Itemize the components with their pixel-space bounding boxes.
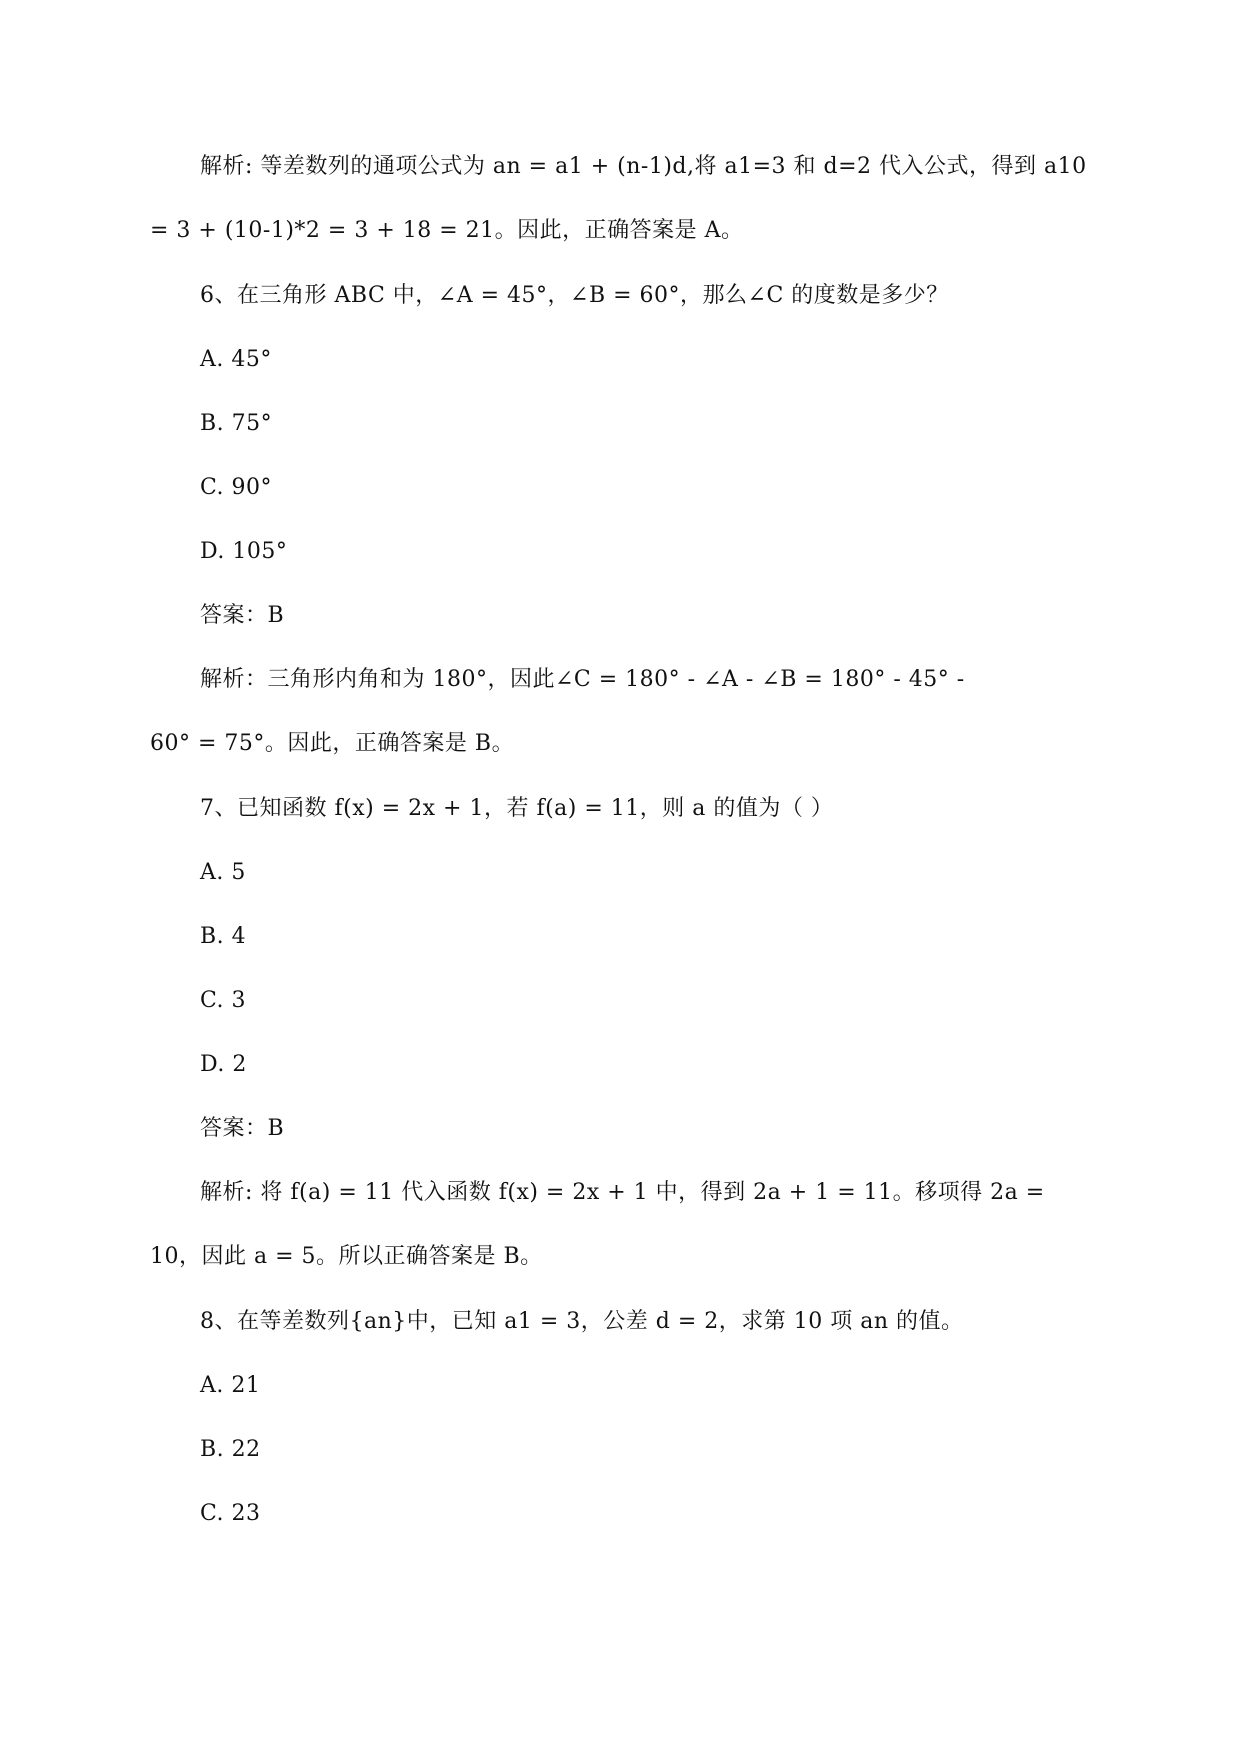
- question-8-option-a: A. 21: [200, 1373, 261, 1398]
- analysis-5-line-2: = 3 + (10-1)*2 = 3 + 18 = 21。因此，正确答案是 A。: [150, 218, 744, 243]
- question-7: 7、已知函数 f(x) = 2x + 1，若 f(a) = 11，则 a 的值为（ ）: [200, 796, 834, 821]
- question-7-option-b: B. 4: [200, 924, 247, 949]
- analysis-6-line-2: 60° = 75°。因此，正确答案是 B。: [150, 731, 515, 756]
- analysis-7-line-1: 解析: 将 f(a) = 11 代入函数 f(x) = 2x + 1 中，得到 2a + 1 = 11。移项得 2a =: [200, 1180, 1045, 1205]
- question-6-answer: 答案：B: [200, 603, 285, 628]
- question-6-option-c: C. 90°: [200, 475, 273, 500]
- question-7-option-c: C. 3: [200, 988, 247, 1013]
- question-7-option-d: D. 2: [200, 1052, 247, 1077]
- question-6-option-b: B. 75°: [200, 411, 273, 436]
- question-7-option-a: A. 5: [200, 860, 246, 885]
- question-8: 8、在等差数列{an}中，已知 a1 = 3，公差 d = 2，求第 10 项 an 的值。: [200, 1309, 964, 1334]
- question-6-option-a: A. 45°: [200, 347, 272, 372]
- analysis-6-line-1: 解析：三角形内角和为 180°，因此∠C = 180° - ∠A - ∠B = 180° - 45° -: [200, 667, 965, 692]
- analysis-5-line-1: 解析: 等差数列的通项公式为 an = a1 + (n-1)d,将 a1=3 和 d=2 代入公式，得到 a10: [200, 154, 1087, 179]
- question-6-option-d: D. 105°: [200, 539, 288, 564]
- question-6: 6、在三角形 ABC 中，∠A = 45°，∠B = 60°，那么∠C 的度数是多少？: [200, 283, 949, 308]
- analysis-7-line-2: 10，因此 a = 5。所以正确答案是 B。: [150, 1244, 543, 1269]
- question-8-option-b: B. 22: [200, 1437, 261, 1462]
- question-7-answer: 答案：B: [200, 1116, 285, 1141]
- question-8-option-c: C. 23: [200, 1501, 261, 1526]
